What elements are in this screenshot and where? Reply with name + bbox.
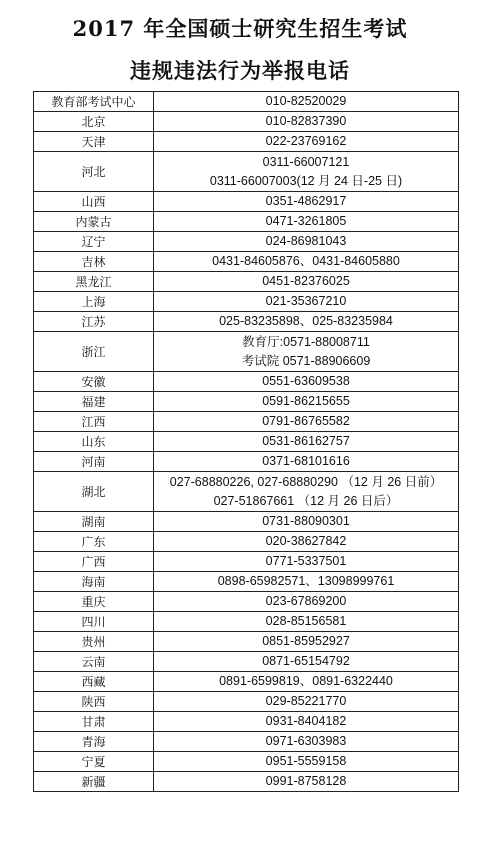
phone-number: 0871-65154792 xyxy=(262,654,350,668)
phone-number: 029-85221770 xyxy=(265,694,347,708)
phone-cell xyxy=(154,112,459,132)
region-cell: 宁夏 xyxy=(34,752,154,772)
table-row xyxy=(34,252,459,272)
region-cell: 四川 xyxy=(34,612,154,632)
phone-number: 022-23769162 xyxy=(265,134,347,148)
phone-number: 010-82520029 xyxy=(265,94,347,108)
phone-number: 0898-65982571、13098999761 xyxy=(217,574,395,588)
region-cell: 甘肃 xyxy=(34,712,154,732)
phone-number: 0311-66007121 xyxy=(262,154,350,169)
phone-number: 0451-82376025 xyxy=(262,274,350,288)
phone-cell xyxy=(154,192,459,212)
table-row xyxy=(34,292,459,312)
hotline-table-body xyxy=(34,92,459,792)
table-row xyxy=(34,592,459,612)
phone-cell xyxy=(154,732,459,752)
region-cell: 河北 xyxy=(34,152,154,192)
region-cell: 贵州 xyxy=(34,632,154,652)
table-row xyxy=(34,512,459,532)
region-cell: 湖南 xyxy=(34,512,154,532)
phone-number: 0891-6599819、0891-6322440 xyxy=(219,674,393,688)
region-cell: 北京 xyxy=(34,112,154,132)
document-title-line1: 2017 年全国硕士研究生招生考试 xyxy=(72,16,408,41)
phone-number: 023-67869200 xyxy=(265,594,347,608)
phone-number: 0431-84605876、0431-84605880 xyxy=(212,254,400,268)
table-row xyxy=(34,572,459,592)
region-cell: 福建 xyxy=(34,392,154,412)
phone-cell xyxy=(154,272,459,292)
table-row xyxy=(34,552,459,572)
phone-cell xyxy=(154,412,459,432)
phone-cell xyxy=(154,472,459,512)
region-cell: 江西 xyxy=(34,412,154,432)
phone-cell xyxy=(154,572,459,592)
phone-number: 0471-3261805 xyxy=(265,214,347,228)
phone-cell xyxy=(154,592,459,612)
region-cell: 江苏 xyxy=(34,312,154,332)
region-cell: 陕西 xyxy=(34,692,154,712)
region-cell: 重庆 xyxy=(34,592,154,612)
phone-cell xyxy=(154,232,459,252)
phone-cell xyxy=(154,532,459,552)
region-cell: 河南 xyxy=(34,452,154,472)
phone-number: 024-86981043 xyxy=(265,234,347,248)
phone-number: 0731-88090301 xyxy=(262,514,350,528)
region-cell: 内蒙古 xyxy=(34,212,154,232)
table-row xyxy=(34,652,459,672)
region-cell: 山东 xyxy=(34,432,154,452)
phone-number: 0991-8758128 xyxy=(265,774,347,788)
table-row xyxy=(34,612,459,632)
table-row xyxy=(34,772,459,792)
phone-number: 0591-86215655 xyxy=(262,394,350,408)
phone-number: 0771-5337501 xyxy=(265,554,347,568)
table-row xyxy=(34,272,459,292)
region-cell: 云南 xyxy=(34,652,154,672)
phone-cell xyxy=(154,512,459,532)
phone-number: 027-51867661 （12 月 26 日后） xyxy=(213,493,399,508)
table-row xyxy=(34,372,459,392)
phone-cell xyxy=(154,672,459,692)
table-row xyxy=(34,332,459,372)
phone-cell xyxy=(154,132,459,152)
hotline-table xyxy=(33,91,459,792)
table-row xyxy=(34,192,459,212)
phone-number: 025-83235898、025-83235984 xyxy=(219,314,393,328)
table-row xyxy=(34,472,459,512)
phone-cell xyxy=(154,612,459,632)
region-cell: 吉林 xyxy=(34,252,154,272)
table-row xyxy=(34,92,459,112)
phone-number: 021-35367210 xyxy=(265,294,347,308)
region-cell: 教育部考试中心 xyxy=(34,92,154,112)
region-cell: 西藏 xyxy=(34,672,154,692)
phone-number: 考试院 0571-88906609 xyxy=(241,353,371,368)
table-row xyxy=(34,732,459,752)
region-cell: 广东 xyxy=(34,532,154,552)
phone-number: 0951-5559158 xyxy=(265,754,347,768)
phone-number: 0551-63609538 xyxy=(262,374,350,388)
phone-cell xyxy=(154,552,459,572)
phone-cell xyxy=(154,452,459,472)
phone-number: 020-38627842 xyxy=(265,534,347,548)
region-cell: 安徽 xyxy=(34,372,154,392)
phone-cell xyxy=(154,292,459,312)
table-row xyxy=(34,212,459,232)
region-cell: 海南 xyxy=(34,572,154,592)
table-row xyxy=(34,232,459,252)
table-row xyxy=(34,412,459,432)
phone-cell xyxy=(154,432,459,452)
phone-number: 0531-86162757 xyxy=(262,434,350,448)
region-cell: 山西 xyxy=(34,192,154,212)
phone-number: 027-68880226, 027-68880290 （12 月 26 日前） xyxy=(169,474,443,489)
table-row xyxy=(34,532,459,552)
table-row xyxy=(34,132,459,152)
phone-cell xyxy=(154,312,459,332)
phone-number: 教育厅:0571-88008711 xyxy=(242,334,370,349)
table-row xyxy=(34,392,459,412)
region-cell: 青海 xyxy=(34,732,154,752)
phone-number: 028-85156581 xyxy=(265,614,347,628)
phone-number: 0311-66007003(12 月 24 日-25 日) xyxy=(209,173,403,188)
phone-number: 0971-6303983 xyxy=(265,734,347,748)
table-row xyxy=(34,632,459,652)
region-cell: 辽宁 xyxy=(34,232,154,252)
region-cell: 湖北 xyxy=(34,472,154,512)
table-row xyxy=(34,152,459,192)
table-row xyxy=(34,712,459,732)
table-row xyxy=(34,312,459,332)
phone-cell xyxy=(154,332,459,372)
phone-cell xyxy=(154,652,459,672)
region-cell: 新疆 xyxy=(34,772,154,792)
phone-number: 010-82837390 xyxy=(265,114,347,128)
table-row xyxy=(34,752,459,772)
table-row xyxy=(34,692,459,712)
phone-number: 0931-8404182 xyxy=(265,714,347,728)
table-row xyxy=(34,432,459,452)
table-row xyxy=(34,112,459,132)
phone-number: 0851-85952927 xyxy=(262,634,350,648)
table-row xyxy=(34,452,459,472)
phone-cell xyxy=(154,252,459,272)
table-row xyxy=(34,672,459,692)
phone-cell xyxy=(154,712,459,732)
phone-cell xyxy=(154,772,459,792)
phone-cell xyxy=(154,752,459,772)
region-cell: 广西 xyxy=(34,552,154,572)
phone-cell xyxy=(154,212,459,232)
phone-cell xyxy=(154,632,459,652)
region-cell: 浙江 xyxy=(34,332,154,372)
phone-number: 0791-86765582 xyxy=(262,414,350,428)
phone-cell xyxy=(154,392,459,412)
region-cell: 天津 xyxy=(34,132,154,152)
phone-cell xyxy=(154,152,459,192)
region-cell: 黑龙江 xyxy=(34,272,154,292)
phone-cell xyxy=(154,692,459,712)
document-title-line2: 违规违法行为举报电话 xyxy=(130,58,350,83)
phone-number: 0371-68101616 xyxy=(262,454,350,468)
region-cell: 上海 xyxy=(34,292,154,312)
phone-cell xyxy=(154,372,459,392)
phone-cell xyxy=(154,92,459,112)
phone-number: 0351-4862917 xyxy=(265,194,347,208)
